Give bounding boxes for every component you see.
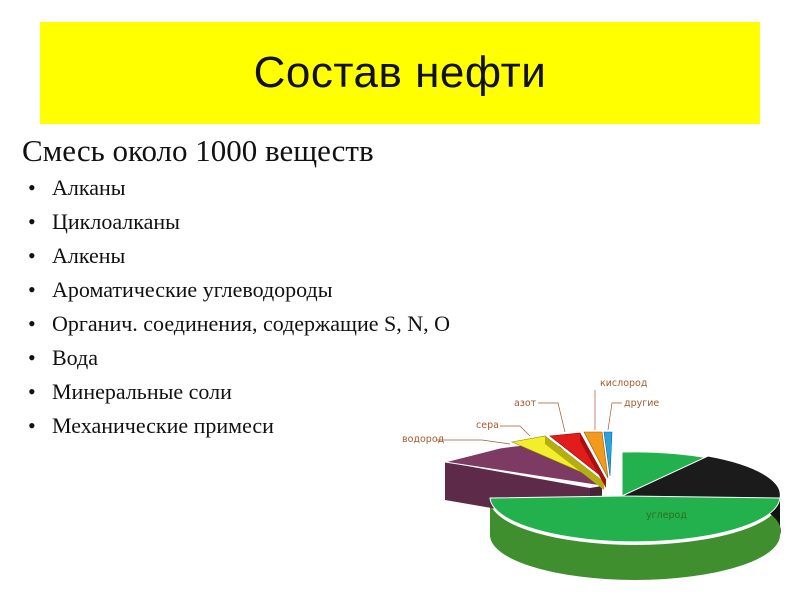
bullet-item: • Алкены — [26, 244, 546, 267]
composition-pie-chart — [390, 370, 800, 595]
bullet-item: • Механические примеси — [26, 414, 546, 437]
bullet-item: • Вода — [26, 346, 546, 369]
pie-label-other: другие — [624, 398, 660, 409]
bullet-item: • Циклоалканы — [26, 210, 546, 233]
pie-label-carbon: углерод — [646, 510, 687, 521]
bullet-item: • Ароматические углеводороды — [26, 278, 546, 301]
bullet-item: • Алканы — [26, 176, 546, 199]
pie-label-sulfur: сера — [476, 420, 499, 431]
pie-label-hydrogen: водород — [402, 434, 445, 445]
pie-label-oxygen: кислород — [600, 378, 648, 389]
title-banner — [40, 22, 760, 124]
pie-label-nitrogen: азот — [514, 398, 537, 409]
slide-subtitle: Смесь около 1000 веществ — [22, 133, 374, 168]
bullet-item: • Органич. соединения, содержащие S, N, O — [26, 312, 546, 335]
slide-title: Состав нефти — [253, 48, 547, 97]
bullet-item: • Минеральные соли — [26, 380, 546, 403]
